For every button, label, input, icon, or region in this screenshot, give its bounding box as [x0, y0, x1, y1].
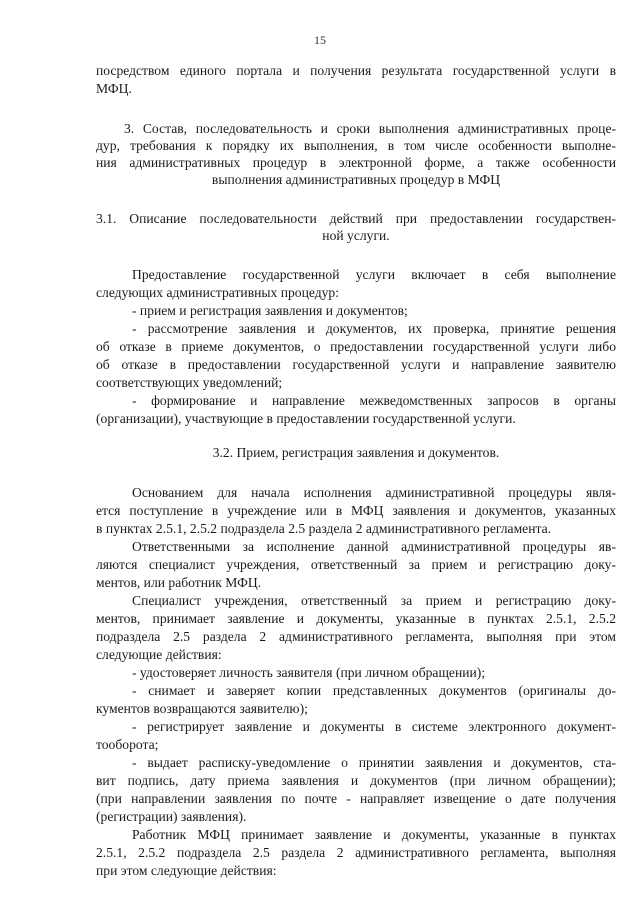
- section-3-2-action-list: [96, 664, 616, 826]
- text-line: соответствующих уведомлений;: [96, 375, 283, 390]
- section-3-2-paragraph-1: [96, 484, 616, 538]
- text-line: МФЦ.: [96, 81, 132, 96]
- text-line: 2.5.1, 2.5.2 подраздела 2.5 раздела 2 административного регламента, выполняя: [96, 845, 616, 860]
- text-line: об отказе в приеме документов, о предоставлении государственной услуги либо: [96, 339, 616, 354]
- section-3-2-paragraph-4: [96, 826, 616, 880]
- text-line: ментов, принимает заявление и документы, указанные в пунктах 2.5.1, 2.5.2: [96, 611, 616, 626]
- list-item: - удостоверяет личность заявителя (при личном обращении);: [132, 665, 486, 680]
- list-item: - формирование и направление межведомственных запросов в органы: [132, 393, 616, 408]
- text-line: ется поступление в учреждение или в МФЦ заявления и документов, указанных: [96, 503, 616, 518]
- text-line: Специалист учреждения, ответственный за прием и регистрацию доку-: [132, 593, 616, 608]
- list-item: - прием и регистрация заявления и документов;: [132, 303, 408, 318]
- section-3-2-heading: 3.2. Прием, регистрация заявления и документов.: [212, 445, 500, 460]
- page-content: [96, 62, 616, 880]
- section-3-2-paragraph-3: [96, 592, 616, 664]
- heading-line: ния административных процедур в электронной форме, а также особенности: [96, 155, 616, 170]
- heading-line: 3.1. Описание последовательности действий при предоставлении государствен-: [96, 211, 616, 226]
- list-item: - выдает расписку-уведомление о принятии заявления и документов, ста-: [132, 755, 616, 770]
- text-line: об отказе в предоставлении государственной услуги и направление заявителю: [96, 357, 616, 372]
- text-line: вит подпись, дату приема заявления и документов (при личном обращении);: [96, 773, 616, 788]
- text-line: следующих административных процедур:: [96, 285, 339, 300]
- text-line: ляются специалист учреждения, ответственный за прием и регистрацию доку-: [96, 557, 616, 572]
- text-line: посредством единого портала и получения результата государственной услуги в: [96, 63, 616, 78]
- text-line: при этом следующие действия:: [96, 863, 277, 878]
- text-line: подраздела 2.5 раздела 2 административного регламента, выполняя при этом: [96, 629, 616, 644]
- list-item: - рассмотрение заявления и документов, их проверка, принятие решения: [132, 321, 616, 336]
- text-line: Предоставление государственной услуги включает в себя выполнение: [132, 267, 616, 282]
- text-line: (при направлении заявления по почте - направляет извещение о дате получения: [96, 791, 616, 806]
- heading-line: ной услуги.: [322, 228, 390, 243]
- text-line: (организации), участвующие в предоставлении государственной услуги.: [96, 411, 516, 426]
- text-line: Работник МФЦ принимает заявление и документы, указанные в пунктах: [132, 827, 616, 842]
- list-item: - регистрирует заявление и документы в системе электронного документ-: [132, 719, 616, 734]
- text-line: тооборота;: [96, 737, 159, 752]
- text-line: следующие действия:: [96, 647, 222, 662]
- heading-line: дур, требования к порядку их выполнения, в том числе особенности выполне-: [96, 138, 616, 153]
- text-line: (регистрации) заявления).: [96, 809, 247, 824]
- text-line: в пунктах 2.5.1, 2.5.2 подраздела 2.5 раздела 2 административного регламента.: [96, 521, 552, 536]
- section-3-2-paragraph-2: [96, 538, 616, 592]
- page-number: 15: [314, 33, 326, 47]
- list-item: - снимает и заверяет копии представленных документов (оригиналы до-: [132, 683, 616, 698]
- heading-line: 3. Состав, последовательность и сроки выполнения административных проце-: [124, 121, 616, 136]
- section-3-1-heading: [96, 210, 616, 244]
- text-line: Ответственными за исполнение данной административной процедуры яв-: [132, 539, 616, 554]
- section-3-heading: [96, 120, 616, 188]
- section-3-1-body: [96, 266, 616, 428]
- heading-line: выполнения административных процедур в МФЦ: [211, 172, 501, 187]
- text-line: Основанием для начала исполнения административной процедуры явля-: [132, 485, 616, 500]
- text-line: ментов, или работник МФЦ.: [96, 575, 262, 590]
- intro-paragraph: [96, 62, 616, 98]
- text-line: кументов возвращаются заявителю);: [96, 701, 308, 716]
